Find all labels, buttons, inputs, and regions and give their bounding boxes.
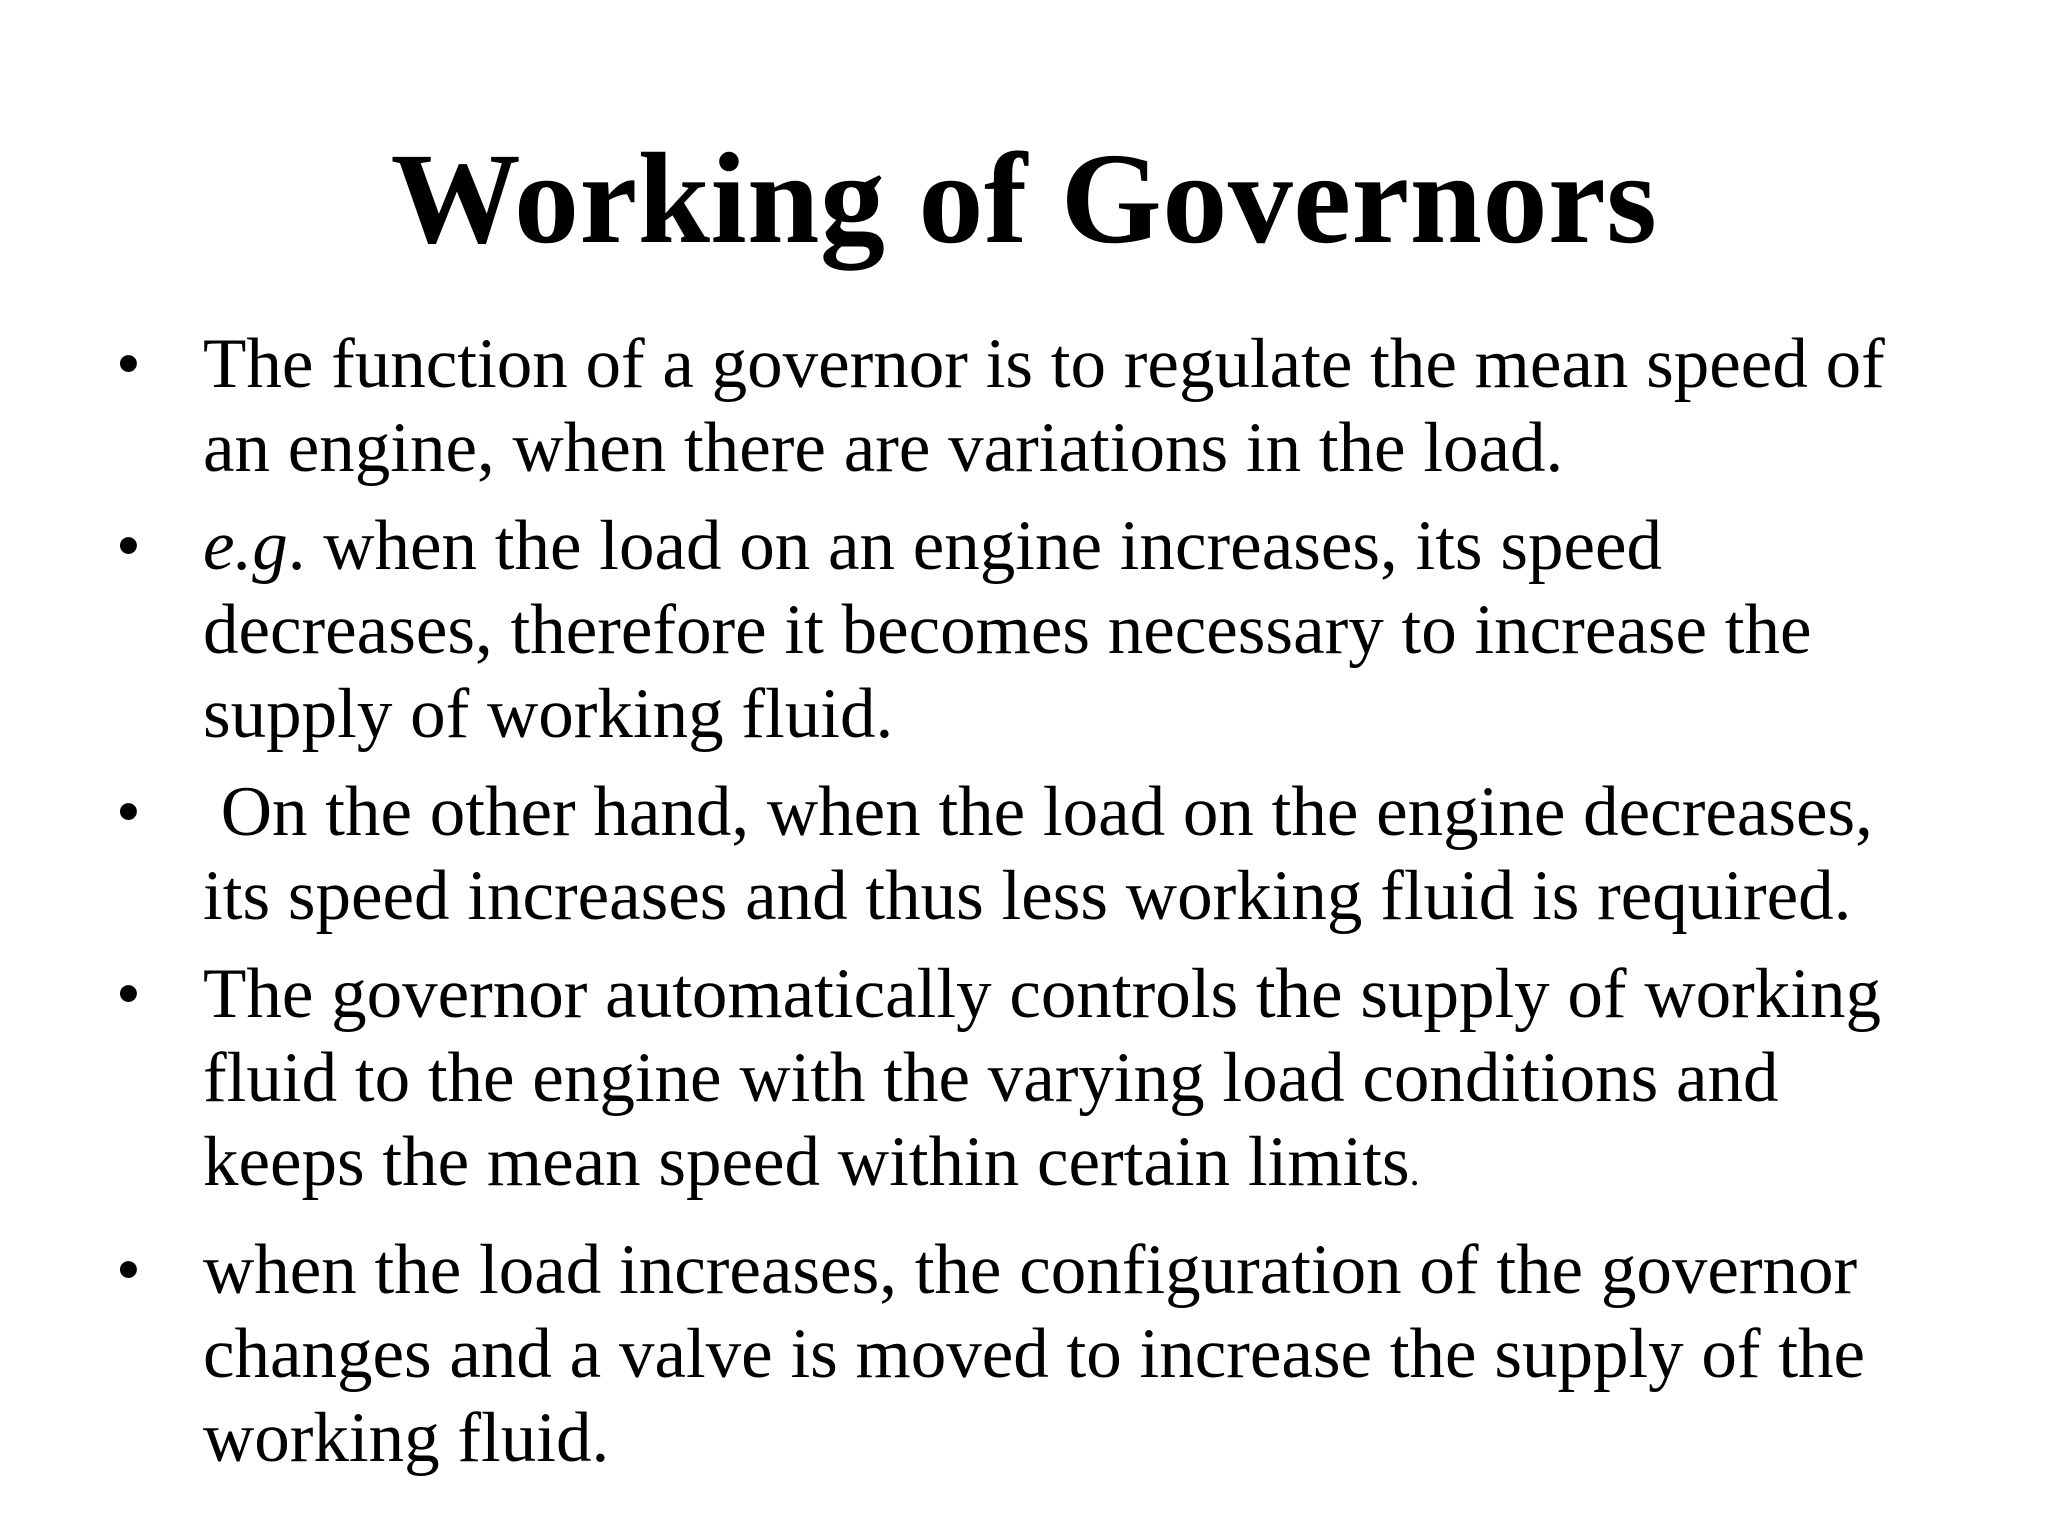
bullet-italic-prefix: e.g: [203, 507, 288, 585]
bullet-text: On the other hand, when the load on the engine decreases, its speed increases and thus less working fluid is required.: [203, 773, 1891, 935]
bullet-dot-icon: •: [116, 773, 141, 851]
bullet-text: The governor automatically controls the supply of working fluid to the engine with the varying load conditions and keeps the mean speed within certain limits: [203, 955, 1881, 1201]
bullet-item: [116, 322, 1956, 490]
bullet-dot-icon: •: [116, 1231, 141, 1309]
bullet-dot-icon: •: [116, 325, 141, 403]
bullet-item: [116, 504, 1956, 756]
bullet-text: when the load increases, the configuration of the governor changes and a valve is moved to increase the supply of the working fluid.: [203, 1231, 1866, 1477]
bullet-text: . when the load on an engine increases, its speed decreases, therefore it becomes necessary to increase the supply of working fluid.: [203, 507, 1812, 753]
bullet-small-period: .: [1409, 1149, 1420, 1194]
slide-title: Working of Governors: [390, 127, 1658, 271]
bullet-item: [116, 1228, 1956, 1480]
bullet-list: [116, 322, 1956, 1494]
bullet-item: [116, 770, 1956, 938]
bullet-dot-icon: •: [116, 507, 141, 585]
bullet-dot-icon: •: [116, 955, 141, 1033]
bullet-item: [116, 952, 1956, 1214]
bullet-text: The function of a governor is to regulate the mean speed of an engine, when there are variations in the load.: [203, 325, 1885, 487]
